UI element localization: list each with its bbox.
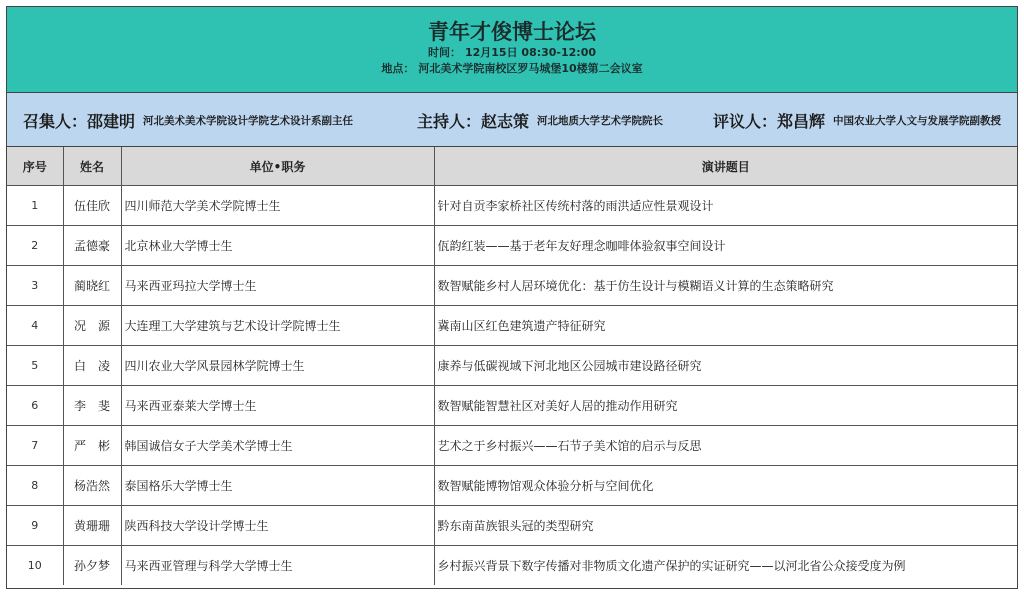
row-speaker-name: 黄珊珊 (63, 506, 121, 546)
row-topic: 黔东南苗族银头冠的类型研究 (434, 506, 1017, 546)
place-value: 河北美术学院南校区罗马城堡10楼第二会议室 (418, 62, 643, 75)
row-unit: 四川农业大学风景园林学院博士生 (121, 346, 434, 386)
row-speaker-name: 伍佳欣 (63, 186, 121, 226)
header-banner (7, 7, 1017, 93)
row-speaker-name: 白 凌 (63, 346, 121, 386)
row-index: 3 (7, 266, 63, 306)
header-unit: 单位•职务 (121, 147, 434, 186)
hosts-bar (7, 93, 1017, 147)
moderator-role: 主持人： (417, 111, 482, 131)
row-speaker-name: 蔺晓红 (63, 266, 121, 306)
row-index: 6 (7, 386, 63, 426)
row-unit: 马来西亚管理与科学大学博士生 (121, 546, 434, 586)
row-topic: 佤韵红装——基于老年友好理念咖啡体验叙事空间设计 (434, 226, 1017, 266)
table-row (7, 546, 1017, 586)
forum-title: 青年才俊博士论坛 (428, 20, 596, 44)
row-unit: 泰国格乐大学博士生 (121, 466, 434, 506)
reviewer-role: 评议人： (713, 111, 778, 131)
header-index: 序号 (7, 147, 63, 186)
row-speaker-name: 严 彬 (63, 426, 121, 466)
table-header-row (7, 147, 1017, 186)
table-row (7, 426, 1017, 466)
row-index: 9 (7, 506, 63, 546)
row-speaker-name: 孙夕梦 (63, 546, 121, 586)
row-topic: 数智赋能博物馆观众体验分析与空间优化 (434, 466, 1017, 506)
table-row (7, 386, 1017, 426)
convener-title: 河北美术美术学院设计学院艺术设计系副主任 (143, 114, 354, 127)
time-label: 时间： (427, 46, 461, 59)
reviewer-name: 郑昌辉 (777, 111, 826, 131)
time-line (7, 45, 1017, 61)
row-index: 10 (7, 546, 63, 586)
row-index: 4 (7, 306, 63, 346)
place-line (7, 61, 1017, 77)
place-label: 地点： (381, 62, 415, 75)
row-index: 5 (7, 346, 63, 386)
row-speaker-name: 况 源 (63, 306, 121, 346)
table-row (7, 266, 1017, 306)
table-row (7, 186, 1017, 226)
row-index: 1 (7, 186, 63, 226)
convener (23, 93, 353, 147)
row-topic: 数智赋能乡村人居环境优化：基于仿生设计与模糊语义计算的生态策略研究 (434, 266, 1017, 306)
moderator (417, 93, 663, 147)
table-row (7, 306, 1017, 346)
row-unit: 大连理工大学建筑与艺术设计学院博士生 (121, 306, 434, 346)
table-row (7, 346, 1017, 386)
row-index: 8 (7, 466, 63, 506)
table-row (7, 226, 1017, 266)
row-unit: 四川师范大学美术学院博士生 (121, 186, 434, 226)
table-row (7, 506, 1017, 546)
reviewer (713, 93, 1001, 147)
convener-role: 召集人： (23, 111, 88, 131)
header-name: 姓名 (63, 147, 121, 186)
row-unit: 陕西科技大学设计学博士生 (121, 506, 434, 546)
row-topic: 康养与低碳视域下河北地区公园城市建设路径研究 (434, 346, 1017, 386)
row-speaker-name: 孟德豪 (63, 226, 121, 266)
row-topic: 针对自贡李家桥社区传统村落的雨洪适应性景观设计 (434, 186, 1017, 226)
row-unit: 韩国诚信女子大学美术学博士生 (121, 426, 434, 466)
row-unit: 马来西亚玛拉大学博士生 (121, 266, 434, 306)
speaker-table (7, 147, 1017, 585)
time-value: 12月15日 08:30-12:00 (464, 46, 597, 59)
row-speaker-name: 杨浩然 (63, 466, 121, 506)
row-topic: 数智赋能智慧社区对美好人居的推动作用研究 (434, 386, 1017, 426)
moderator-title: 河北地质大学艺术学院院长 (537, 114, 664, 127)
row-unit: 马来西亚泰莱大学博士生 (121, 386, 434, 426)
row-topic: 冀南山区红色建筑遗产特征研究 (434, 306, 1017, 346)
row-topic: 乡村振兴背景下数字传播对非物质文化遗产保护的实证研究——以河北省公众接受度为例 (434, 546, 1017, 586)
header-topic: 演讲题目 (434, 147, 1017, 186)
table-row (7, 466, 1017, 506)
forum-schedule-sheet (6, 6, 1018, 589)
row-index: 7 (7, 426, 63, 466)
row-index: 2 (7, 226, 63, 266)
convener-name: 邵建明 (87, 111, 136, 131)
row-speaker-name: 李 斐 (63, 386, 121, 426)
row-topic: 艺术之于乡村振兴——石节子美术馆的启示与反思 (434, 426, 1017, 466)
row-unit: 北京林业大学博士生 (121, 226, 434, 266)
reviewer-title: 中国农业大学人文与发展学院副教授 (833, 114, 1002, 127)
moderator-name: 赵志策 (481, 111, 530, 131)
